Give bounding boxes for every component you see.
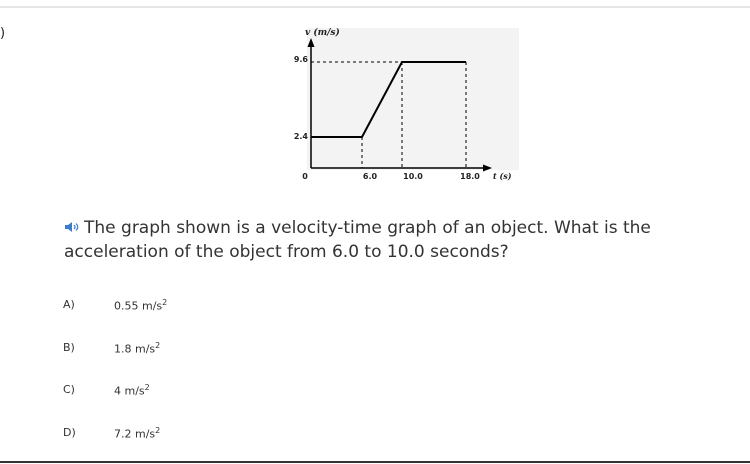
choice-letter: A) — [63, 298, 75, 311]
y-tick-2-4: 2.4 — [293, 132, 308, 141]
velocity-time-graph — [0, 0, 750, 200]
choice-letter: C) — [63, 383, 75, 396]
question-text: The graph shown is a velocity-time graph of an object. What is the acceleration of the object from 6.0 to 10.0 seconds? — [64, 218, 651, 262]
x-axis-label: t (s) — [493, 171, 512, 181]
x-tick-18-0: 18.0 — [460, 172, 480, 181]
velocity-line — [311, 62, 466, 137]
question-number: ) — [0, 26, 6, 41]
choice-value: 4 $m/s^2$ — [114, 383, 150, 398]
choice-value: 7.2 $m/s^2$ — [114, 426, 161, 441]
choice-letter: B) — [63, 341, 75, 354]
speaker-icon[interactable] — [64, 216, 82, 240]
y-tick-9-6: 9.6 — [293, 55, 308, 64]
x-tick-0: 0 — [302, 172, 308, 181]
choice-value: 0.55 $m/s^2$ — [114, 298, 168, 313]
x-axis-arrow — [483, 165, 492, 172]
y-axis-arrow — [308, 38, 315, 47]
choice-letter: D) — [63, 426, 76, 439]
choice-value: 1.8 $m/s^2$ — [114, 341, 161, 356]
bottom-divider — [0, 461, 750, 463]
y-axis-label: v (m/s) — [305, 28, 340, 38]
question-text-block — [64, 216, 744, 264]
x-tick-6-0: 6.0 — [362, 172, 378, 181]
x-tick-10-0: 10.0 — [403, 172, 423, 181]
